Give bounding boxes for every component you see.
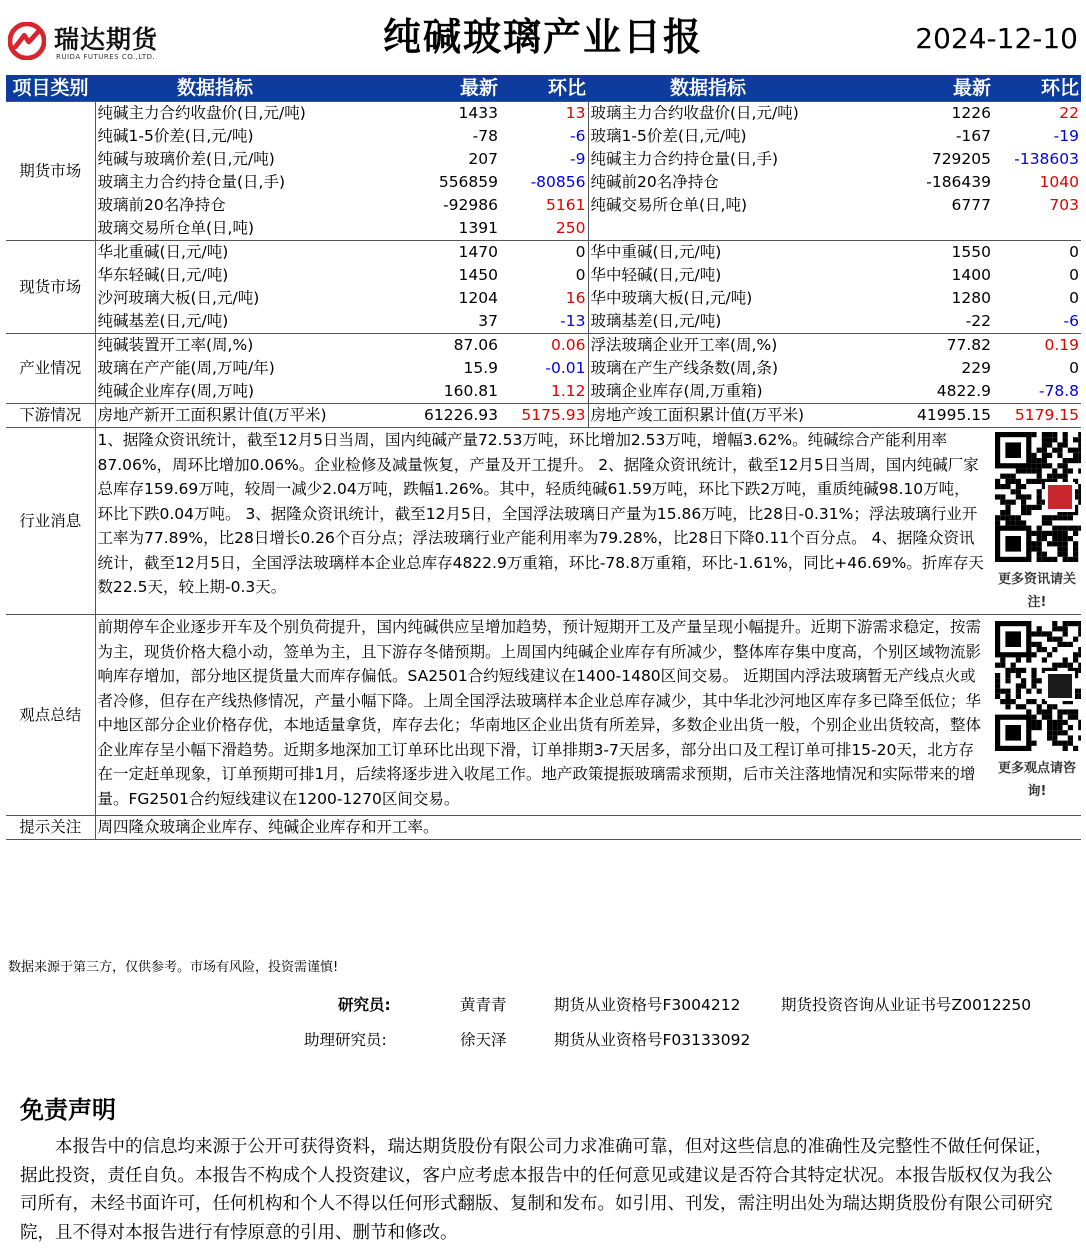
header-cell: 数据指标 bbox=[95, 75, 335, 102]
tips-text: 周四隆众玻璃企业库存、纯碱企业库存和开工率。 bbox=[95, 816, 1081, 840]
latest-value: 207 bbox=[468, 150, 498, 168]
table-row bbox=[6, 287, 1081, 310]
category-cell: 提示关注 bbox=[6, 816, 95, 840]
table-row bbox=[6, 148, 1081, 171]
change-value: 16 bbox=[500, 287, 588, 310]
indicator-name: 玻璃在产产能(周,万吨/年) bbox=[97, 359, 275, 377]
indicator-name: 华北重碱(日,元/吨) bbox=[95, 241, 335, 265]
table-row bbox=[6, 357, 1081, 380]
latest-value: -186439 bbox=[926, 173, 991, 191]
researcher-cert2: 期货投资咨询从业证书号Z0012250 bbox=[781, 996, 1032, 1014]
change-value: -19 bbox=[1053, 127, 1079, 145]
latest-value: 229 bbox=[961, 359, 991, 377]
latest-value: 1450 bbox=[458, 266, 498, 284]
latest-value: 61226.93 bbox=[335, 404, 500, 428]
latest-value: 15.9 bbox=[463, 359, 498, 377]
category-cell: 产业情况 bbox=[6, 334, 95, 404]
header-cell: 数据指标 bbox=[588, 75, 828, 102]
table-row bbox=[6, 241, 1081, 265]
latest-value: 729205 bbox=[931, 150, 991, 168]
assistant-name: 徐天泽 bbox=[460, 1031, 507, 1049]
researcher-cert: 期货从业资格号F3004212 bbox=[554, 996, 741, 1014]
category-cell: 期货市场 bbox=[6, 102, 95, 241]
latest-value: 1470 bbox=[335, 241, 500, 265]
latest-value: -167 bbox=[955, 127, 991, 145]
indicator-name: 房地产新开工面积累计值(万平米) bbox=[95, 404, 335, 428]
indicator-name: 纯碱企业库存(周,万吨) bbox=[97, 382, 255, 400]
data-table bbox=[6, 75, 1081, 840]
indicator-name: 房地产竣工面积累计值(万平米) bbox=[588, 404, 828, 428]
latest-value: -22 bbox=[965, 312, 991, 330]
latest-value: 160.81 bbox=[443, 382, 498, 400]
indicator-name: 纯碱主力合约持仓量(日,手) bbox=[590, 150, 779, 168]
indicator-name: 纯碱基差(日,元/吨) bbox=[97, 312, 229, 330]
change-value: 1.12 bbox=[500, 380, 588, 404]
change-value: 0 bbox=[1069, 266, 1079, 284]
qr-code-news-icon bbox=[995, 432, 1081, 562]
latest-value: 556859 bbox=[438, 173, 498, 191]
indicator-name: 玻璃交易所仓单(日,吨) bbox=[97, 219, 255, 237]
view-row bbox=[6, 615, 1081, 816]
indicator-name: 纯碱前20名净持仓 bbox=[590, 173, 719, 191]
table-row bbox=[6, 125, 1081, 148]
table-row bbox=[6, 264, 1081, 287]
category-cell: 现货市场 bbox=[6, 241, 95, 334]
report-date: 2024-12-10 bbox=[915, 22, 1078, 55]
latest-value: 1280 bbox=[951, 289, 991, 307]
news-row bbox=[6, 428, 1081, 615]
table-row bbox=[6, 380, 1081, 404]
header-cell: 环比 bbox=[500, 75, 588, 102]
change-value: 0 bbox=[993, 241, 1081, 265]
company-name-cn: 瑞达期货 bbox=[54, 25, 159, 54]
header-cell: 环比 bbox=[993, 75, 1081, 102]
latest-value: 77.82 bbox=[828, 334, 993, 358]
change-value: 0.06 bbox=[500, 334, 588, 358]
latest-value: 4822.9 bbox=[936, 382, 991, 400]
assistant-label: 助理研究员: bbox=[304, 1031, 387, 1049]
latest-value: 1433 bbox=[335, 102, 500, 126]
change-value: -6 bbox=[1063, 312, 1079, 330]
indicator-name: 华中重碱(日,元/吨) bbox=[588, 241, 828, 265]
change-value: 0 bbox=[500, 264, 588, 287]
change-value: -78.8 bbox=[1038, 382, 1079, 400]
indicator-name: 纯碱1-5价差(日,元/吨) bbox=[97, 127, 254, 145]
indicator-name: 华东轻碱(日,元/吨) bbox=[97, 266, 229, 284]
category-cell: 行业消息 bbox=[6, 428, 95, 615]
indicator-name: 纯碱交易所仓单(日,吨) bbox=[590, 196, 748, 214]
change-value: -0.01 bbox=[500, 357, 588, 380]
indicator-name: 玻璃1-5价差(日,元/吨) bbox=[590, 127, 747, 145]
indicator-name: 华中玻璃大板(日,元/吨) bbox=[590, 289, 753, 307]
table-row bbox=[6, 171, 1081, 194]
table-row bbox=[6, 102, 1081, 126]
change-value: 5179.15 bbox=[993, 404, 1081, 428]
table-row bbox=[6, 217, 1081, 241]
latest-value: 1226 bbox=[828, 102, 993, 126]
indicator-name: 玻璃在产生产线条数(周,条) bbox=[590, 359, 779, 377]
researcher-label: 研究员: bbox=[338, 996, 391, 1014]
change-value: 5175.93 bbox=[500, 404, 588, 428]
report-header bbox=[0, 0, 1086, 74]
table-row bbox=[6, 310, 1081, 334]
change-value: -138603 bbox=[1014, 150, 1079, 168]
category-cell: 观点总结 bbox=[6, 615, 95, 816]
indicator-name: 玻璃基差(日,元/吨) bbox=[590, 312, 722, 330]
change-value: 0 bbox=[1069, 289, 1079, 307]
change-value: 703 bbox=[1049, 196, 1079, 214]
disclaimer-title: 免责声明 bbox=[20, 1096, 116, 1124]
change-value: -6 bbox=[500, 125, 588, 148]
latest-value: 37 bbox=[478, 312, 498, 330]
table-row bbox=[6, 404, 1081, 428]
qr-caption-news: 更多资讯请关注! bbox=[997, 572, 1076, 610]
news-text: 1、据隆众资讯统计，截至12月5日当周，国内纯碱产量72.53万吨，环比增加2.53万吨，增幅3.62%。纯碱综合产能利用率87.06%，周环比增加0.06%。企业检修及减量恢复，产量及开工提升。 2、据隆众资讯统计，截至12月5日当周，国内纯碱厂家总库存159.69万吨，较周一减少2.04万吨，跌幅1.26%。其中，轻质纯碱61.59万吨，环比下跌2万吨，重质纯碱98.10万吨，环比下跌0.04万吨。 3、据隆众资讯统计，截至12月5日，全国浮法玻璃日产量为15.86万吨，比28日-0.31%；浮法玻璃行业开工率为77.89%，比28日增长0.26个百分点；浮法玻璃行业产能利用率为79.28%，比28日下降0.11个百分点。 4、据隆众资讯统计，截至12月5日，全国浮法玻璃样本企业总库存4822.9万重箱，环比-78.8万重箱，环比-1.61%，同比+46.69%。折库存天数22.5天，较上期-0.3天。 bbox=[97, 431, 984, 596]
change-value: 250 bbox=[500, 217, 588, 241]
view-text: 前期停车企业逐步开车及个别负荷提升，国内纯碱供应呈增加趋势，预计短期开工及产量呈现小幅提升。近期下游需求稳定，按需为主，现货价格大稳小动，签单为主，且下游存冬储预期。上周国内纯碱企业库存有所减少，整体库存集中度高，个别区域物流影响库存增加，部分地区提货量大而库存偏低。SA2501合约短线建议在1400-1480区间交易。 近期国内浮法玻璃暂无产线点火或者冷修，但存在产线热修情况，产量小幅下降。上周全国浮法玻璃样本企业总库存减少，其中华北沙河地区库存多已降至低位；华中地区部分企业价格存优，本地适量拿货，库存去化；华南地区企业出货有所差异，多数企业出货一般，个别企业出货较高，整体企业库存呈小幅下滑趋势。近期多地深加工订单环比出现下滑，订单排期3-7天居多，部分出口及工程订单可排15-20天，北方存在一定赶单现象，订单预期可排1月，后续将逐步进入收尾工作。地产政策提振玻璃需求预期，后市关注落地情况和实际带来的增量。FG2501合约短线建议在1200-1270区间交易。 bbox=[97, 618, 982, 808]
table-header-row bbox=[6, 75, 1081, 102]
header-cell: 最新 bbox=[335, 75, 500, 102]
data-source-note: 数据来源于第三方，仅供参考。市场有风险，投资需谨慎! bbox=[8, 960, 339, 975]
latest-value: 1400 bbox=[951, 266, 991, 284]
change-value: 5161 bbox=[500, 194, 588, 217]
indicator-name: 沙河玻璃大板(日,元/吨) bbox=[97, 289, 260, 307]
tips-row bbox=[6, 816, 1081, 840]
indicator-name: 纯碱装置开工率(周,%) bbox=[95, 334, 335, 358]
indicator-name: 纯碱与玻璃价差(日,元/吨) bbox=[97, 150, 275, 168]
qr-code-view-icon bbox=[995, 621, 1081, 751]
disclaimer-text: 本报告中的信息均来源于公开可获得资料，瑞达期货股份有限公司力求准确可靠，但对这些信息的准确性及完整性不做任何保证，据此投资，责任自负。本报告不构成个人投资建议，客户应考虑本报告中的任何意见或建议是否符合其特定状况。本报告版权仅为我公司所有，未经书面许可，任何机构和个人不得以任何形式翻版、复制和发布。如引用、刊发，需注明出处为瑞达期货股份有限公司研究院，且不得对本报告进行有悖原意的引用、删节和修改。 bbox=[20, 1137, 1053, 1243]
change-value bbox=[993, 217, 1081, 241]
report-title: 纯碱玻璃产业日报 bbox=[382, 15, 703, 59]
change-value: 22 bbox=[993, 102, 1081, 126]
indicator-name: 玻璃企业库存(周,万重箱) bbox=[590, 382, 763, 400]
indicator-name: 华中轻碱(日,元/吨) bbox=[590, 266, 722, 284]
change-value: 0.19 bbox=[993, 334, 1081, 358]
change-value: 13 bbox=[500, 102, 588, 126]
latest-value: 1204 bbox=[458, 289, 498, 307]
latest-value: 1550 bbox=[828, 241, 993, 265]
qr-caption-view: 更多观点请咨询! bbox=[997, 761, 1076, 799]
category-cell: 下游情况 bbox=[6, 404, 95, 428]
change-value: 0 bbox=[1069, 359, 1079, 377]
company-name-en: RUIDA FUTURES CO.,LTD. bbox=[56, 53, 156, 61]
change-value: -80856 bbox=[500, 171, 588, 194]
header-cell: 最新 bbox=[828, 75, 993, 102]
latest-value: -78 bbox=[472, 127, 498, 145]
table-row bbox=[6, 194, 1081, 217]
indicator-name bbox=[588, 217, 828, 241]
indicator-name: 纯碱主力合约收盘价(日,元/吨) bbox=[95, 102, 335, 126]
latest-value: 87.06 bbox=[335, 334, 500, 358]
indicator-name: 玻璃前20名净持仓 bbox=[97, 196, 226, 214]
latest-value: 41995.15 bbox=[828, 404, 993, 428]
change-value: -9 bbox=[500, 148, 588, 171]
latest-value bbox=[828, 217, 993, 241]
researcher-name: 黄青青 bbox=[460, 996, 507, 1014]
header-cell: 项目类别 bbox=[6, 75, 95, 102]
assistant-cert: 期货从业资格号F03133092 bbox=[554, 1031, 751, 1049]
indicator-name: 玻璃主力合约持仓量(日,手) bbox=[97, 173, 286, 191]
change-value: 0 bbox=[500, 241, 588, 265]
table-row bbox=[6, 334, 1081, 358]
latest-value: 1391 bbox=[458, 219, 498, 237]
indicator-name: 浮法玻璃企业开工率(周,%) bbox=[588, 334, 828, 358]
indicator-name: 玻璃主力合约收盘价(日,元/吨) bbox=[588, 102, 828, 126]
latest-value: 6777 bbox=[951, 196, 991, 214]
change-value: 1040 bbox=[1039, 173, 1079, 191]
latest-value: -92986 bbox=[443, 196, 498, 214]
change-value: -13 bbox=[500, 310, 588, 334]
